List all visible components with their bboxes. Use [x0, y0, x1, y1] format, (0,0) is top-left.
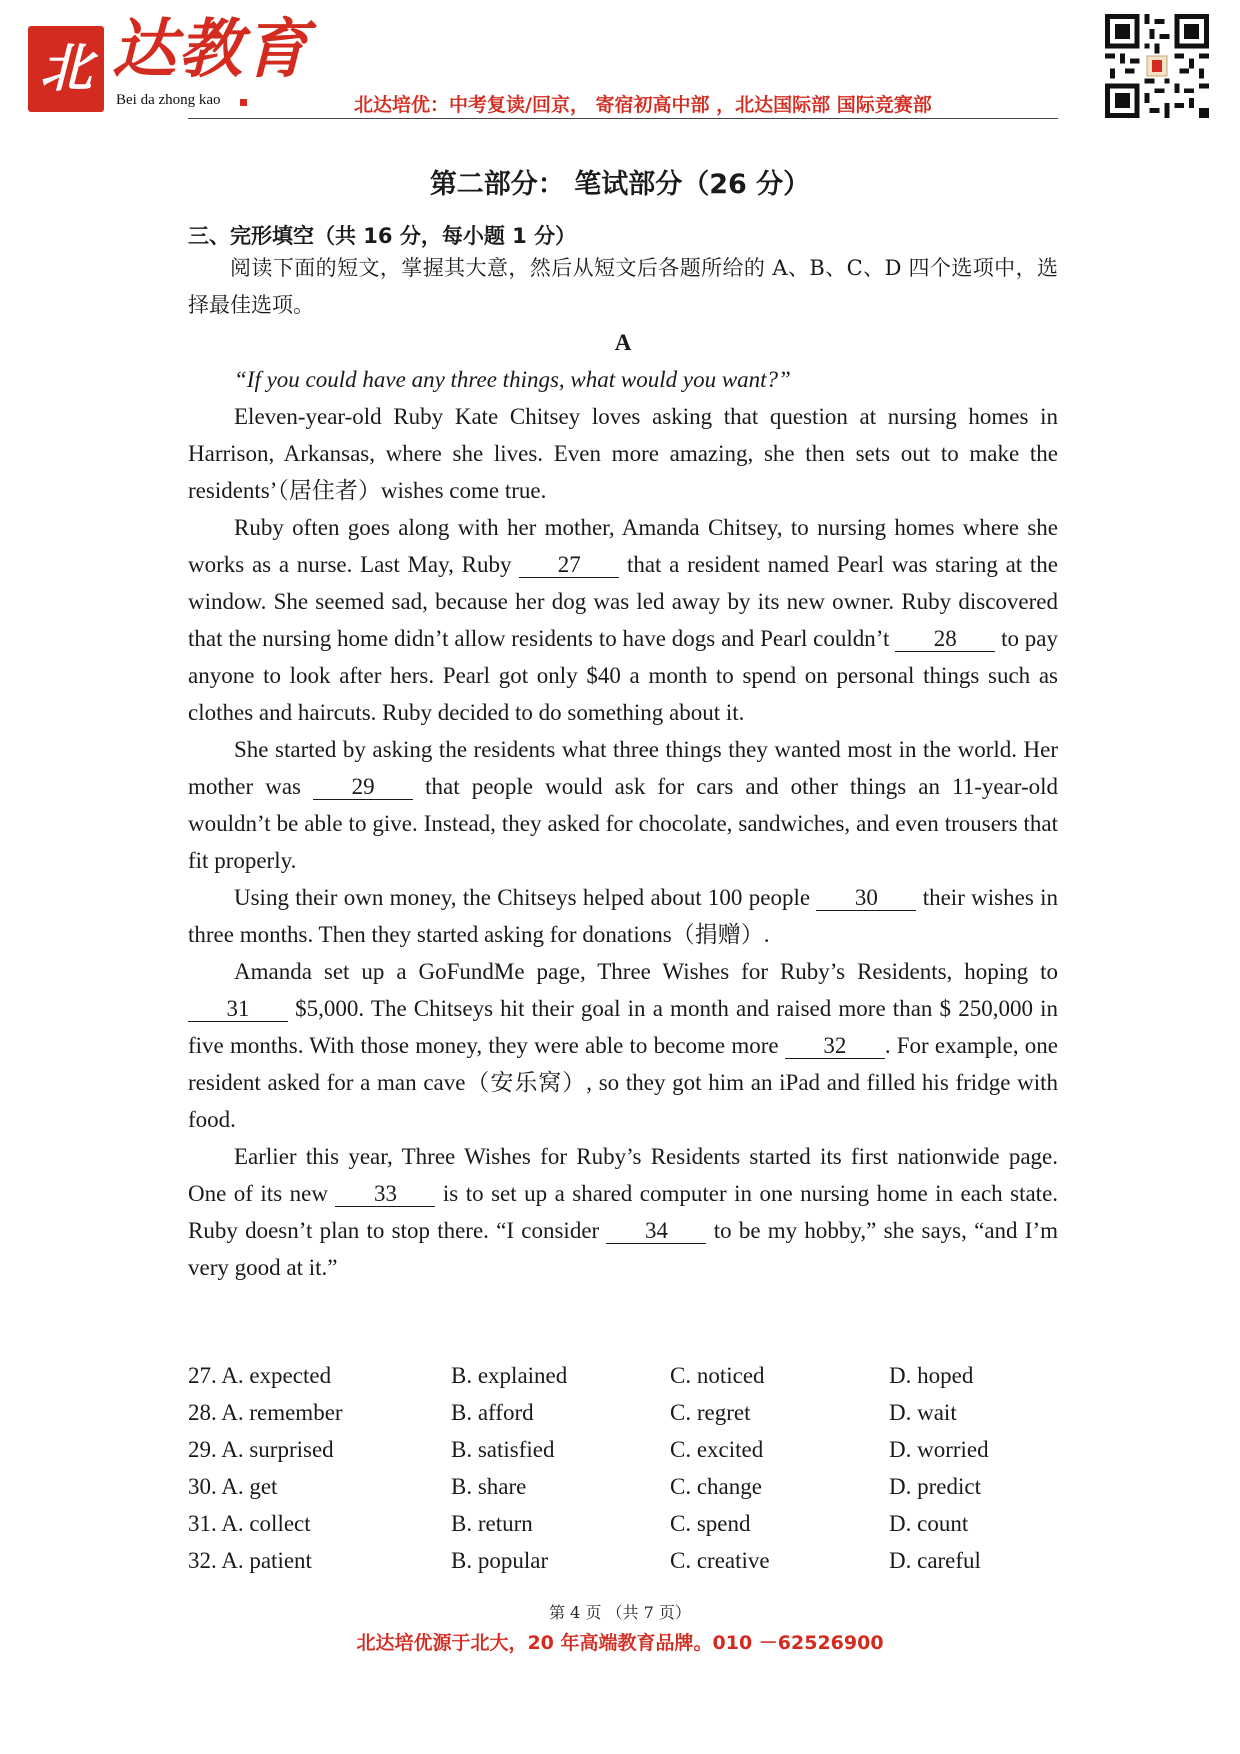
paragraph-3 [188, 731, 1058, 879]
text-run: Earlier this year, Three Wishes for Ruby’s Residents started its first nationwide page. One of its new [188, 1144, 1058, 1206]
option-c[interactable]: C. spend [670, 1511, 751, 1536]
options-list [188, 1357, 1058, 1579]
paragraph-2 [188, 509, 1058, 731]
option-a[interactable]: 30. A. get [188, 1474, 278, 1499]
text-run: their wishes in three months. Then they started asking for donations（捐赠）. [188, 885, 1059, 947]
blank-29[interactable]: 29 [313, 774, 413, 800]
qr-code-icon [1105, 14, 1209, 118]
option-c[interactable]: C. creative [670, 1548, 770, 1573]
instructions: 阅读下面的短文，掌握其大意，然后从短文后各题所给的 A、B、C、D 四个选项中，选择最佳选项。 [188, 256, 1058, 317]
header-slogan: 北达培优：中考复读/回京， 寄宿初高中部 ，北达国际部 国际竞赛部 [354, 94, 932, 116]
paragraph-6 [188, 1138, 1058, 1286]
text-run: $5,000. The Chitseys hit their goal in a month and raised more than $ 250,000 in five months. With those money, they were able to become more [188, 996, 1058, 1058]
section-heading: 三、完形填空（共 16 分，每小题 1 分） [188, 224, 577, 248]
blank-33[interactable]: 33 [335, 1181, 435, 1207]
text-run: Ruby often goes along with her mother, Amanda Chitsey, to nursing homes where she works as a nurse. Last May, Ruby [188, 515, 1058, 577]
option-a[interactable]: 29. A. surprised [188, 1437, 334, 1462]
passage [188, 250, 1058, 1286]
option-d[interactable]: D. careful [889, 1548, 981, 1573]
option-row-27 [188, 1357, 1058, 1394]
paragraph-1: Eleven-year-old Ruby Kate Chitsey loves asking that question at nursing homes in Harrison, Arkansas, where she lives. Even more amazing, she then sets out to make the residents’（居住者）wishes come true. [188, 404, 1058, 503]
option-row-31 [188, 1505, 1058, 1542]
option-row-28 [188, 1394, 1058, 1431]
option-row-29 [188, 1431, 1058, 1468]
blank-30[interactable]: 30 [816, 885, 916, 911]
text-run: to be my hobby,” she says, “and I’m very good at it.” [188, 1218, 1059, 1280]
text-run: to pay anyone to look after hers. Pearl got only $40 a month to spend on personal things such as clothes and haircuts. Ruby decided to do something about it. [188, 626, 1059, 725]
option-a[interactable]: 31. A. collect [188, 1511, 311, 1536]
text-run: She started by asking the residents what three things they wanted most in the world. Her mother was [188, 737, 1058, 799]
option-a[interactable]: 28. A. remember [188, 1400, 343, 1425]
paragraph-5 [188, 953, 1058, 1138]
logo-name: 达教育 [112, 12, 310, 87]
text-run: Amanda set up a GoFundMe page, Three Wishes for Ruby’s Residents, hoping to [234, 959, 1058, 984]
blank-27[interactable]: 27 [519, 552, 619, 578]
option-d[interactable]: D. count [889, 1511, 969, 1536]
option-b[interactable]: B. share [451, 1474, 527, 1499]
blank-32[interactable]: 32 [785, 1033, 885, 1059]
option-d[interactable]: D. predict [889, 1474, 981, 1499]
text-run: that a resident named Pearl was staring at the window. She seemed sad, because her dog was led away by its new owner. Ruby discovered that the nursing home didn’t allow residents to have dogs and Pearl couldn’t [188, 552, 1059, 651]
blank-28[interactable]: 28 [895, 626, 995, 652]
option-c[interactable]: C. change [670, 1474, 762, 1499]
text-run: . For example, one resident asked for a man cave（安乐窝）, so they got him an iPad and filled his fridge with food. [188, 1033, 1058, 1132]
option-a[interactable]: 27. A. expected [188, 1363, 332, 1388]
footer-slogan: 北达培优源于北大，20 年高端教育品牌。010 －62526900 [356, 1632, 884, 1654]
option-c[interactable]: C. noticed [670, 1363, 765, 1388]
header-divider [188, 118, 1058, 119]
logo-char: 北 [39, 38, 92, 99]
option-d[interactable]: D. wait [889, 1400, 957, 1425]
option-row-30 [188, 1468, 1058, 1505]
logo-pinyin: Bei da zhong kao [116, 92, 221, 108]
option-b[interactable]: B. popular [451, 1548, 549, 1573]
passage-quote: “If you could have any three things, what would you want?” [234, 367, 791, 392]
option-row-32 [188, 1542, 1058, 1579]
option-d[interactable]: D. worried [889, 1437, 989, 1462]
text-run: that people would ask for cars and other things an 11-year-old wouldn’t be able to give. Instead, they asked for chocolate, sandwiches, and even trousers that fit properly. [188, 774, 1059, 873]
blank-34[interactable]: 34 [606, 1218, 706, 1244]
option-b[interactable]: B. satisfied [451, 1437, 555, 1462]
option-d[interactable]: D. hoped [889, 1363, 974, 1388]
logo-mark [28, 26, 104, 112]
paragraph-4 [188, 879, 1058, 953]
page-number: 第 4 页 （共 7 页） [549, 1603, 691, 1622]
option-c[interactable]: C. excited [670, 1437, 764, 1462]
option-b[interactable]: B. afford [451, 1400, 534, 1425]
text-run: Using their own money, the Chitseys helped about 100 people [234, 885, 811, 910]
option-b[interactable]: B. explained [451, 1363, 568, 1388]
page-title: 第二部分： 笔试部分（26 分） [429, 169, 811, 200]
option-c[interactable]: C. regret [670, 1400, 751, 1425]
option-a[interactable]: 32. A. patient [188, 1548, 312, 1573]
option-b[interactable]: B. return [451, 1511, 533, 1536]
text-run: is to set up a shared computer in one nursing home in each state. Ruby doesn’t plan to stop there. “I consider [188, 1181, 1059, 1243]
blank-31[interactable]: 31 [188, 996, 288, 1022]
logo-square-mark [240, 99, 247, 106]
passage-label: A [614, 330, 632, 355]
